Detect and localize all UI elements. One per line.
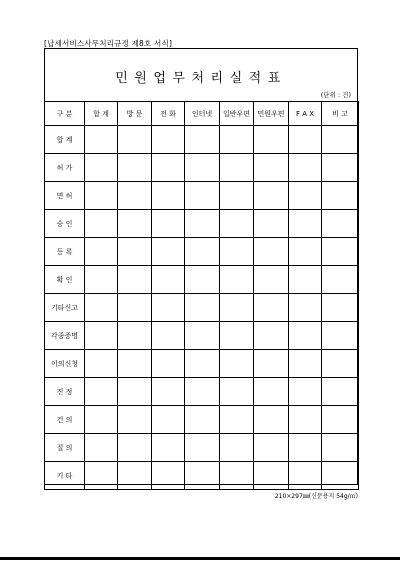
column-header: 비 고	[322, 102, 359, 126]
data-cell[interactable]	[254, 154, 289, 182]
data-cell[interactable]	[152, 126, 185, 154]
performance-table	[44, 101, 359, 490]
data-cell[interactable]	[85, 406, 118, 434]
column-header: 인터넷	[185, 102, 220, 126]
data-cell[interactable]	[152, 238, 185, 266]
row-label: 면 허	[45, 182, 85, 210]
row-label: 질 의	[45, 434, 85, 462]
data-cell[interactable]	[289, 182, 322, 210]
data-cell[interactable]	[289, 406, 322, 434]
data-cell[interactable]	[254, 126, 289, 154]
data-cell[interactable]	[220, 154, 254, 182]
data-cell[interactable]	[322, 378, 359, 406]
data-cell[interactable]	[254, 210, 289, 238]
data-cell[interactable]	[289, 294, 322, 322]
data-cell[interactable]	[152, 266, 185, 294]
data-cell[interactable]	[118, 406, 152, 434]
data-cell[interactable]	[220, 350, 254, 378]
data-cell[interactable]	[118, 434, 152, 462]
data-cell[interactable]	[152, 378, 185, 406]
data-cell[interactable]	[152, 462, 185, 490]
data-cell[interactable]	[254, 406, 289, 434]
data-cell[interactable]	[185, 238, 220, 266]
form-title: 민원업무처리실적표	[115, 71, 287, 86]
data-cell[interactable]	[322, 210, 359, 238]
data-cell[interactable]	[185, 210, 220, 238]
data-cell[interactable]	[185, 378, 220, 406]
data-cell[interactable]	[322, 182, 359, 210]
data-cell[interactable]	[185, 406, 220, 434]
row-label: 확 인	[45, 266, 85, 294]
data-cell[interactable]	[322, 350, 359, 378]
data-cell[interactable]	[152, 182, 185, 210]
row-label: 건 의	[45, 406, 85, 434]
row-label: 승 인	[45, 210, 85, 238]
data-cell[interactable]	[254, 294, 289, 322]
data-cell[interactable]	[118, 210, 152, 238]
data-cell[interactable]	[289, 462, 322, 490]
table-row	[45, 126, 359, 154]
data-cell[interactable]	[85, 126, 118, 154]
data-cell[interactable]	[118, 322, 152, 350]
table-row	[45, 210, 359, 238]
data-cell[interactable]	[185, 126, 220, 154]
column-header: 일반우편	[220, 102, 254, 126]
column-header: 구 분	[45, 102, 85, 126]
data-cell[interactable]	[118, 182, 152, 210]
data-cell[interactable]	[185, 462, 220, 490]
data-cell[interactable]	[289, 238, 322, 266]
table-row	[45, 378, 359, 406]
data-cell[interactable]	[322, 322, 359, 350]
table-row	[45, 322, 359, 350]
data-cell[interactable]	[152, 210, 185, 238]
data-cell[interactable]	[254, 182, 289, 210]
row-label: 각종증명	[45, 322, 85, 350]
data-cell[interactable]	[254, 238, 289, 266]
row-label: 합 계	[45, 126, 85, 154]
data-cell[interactable]	[185, 322, 220, 350]
table-row	[45, 462, 359, 490]
data-cell[interactable]	[289, 350, 322, 378]
data-cell[interactable]	[322, 294, 359, 322]
data-cell[interactable]	[220, 322, 254, 350]
table-row	[45, 238, 359, 266]
data-cell[interactable]	[289, 378, 322, 406]
table-row	[45, 294, 359, 322]
data-cell[interactable]	[289, 322, 322, 350]
table-row	[45, 434, 359, 462]
form-number-note: [납세서비스사무처리규정 제8호 서식]	[44, 39, 173, 48]
data-cell[interactable]	[220, 210, 254, 238]
data-cell[interactable]	[254, 434, 289, 462]
row-label: 허 가	[45, 154, 85, 182]
data-cell[interactable]	[152, 154, 185, 182]
data-cell[interactable]	[85, 266, 118, 294]
data-cell[interactable]	[220, 434, 254, 462]
data-cell[interactable]	[118, 462, 152, 490]
data-cell[interactable]	[152, 322, 185, 350]
data-cell[interactable]	[220, 182, 254, 210]
data-cell[interactable]	[118, 350, 152, 378]
column-header: 방 문	[118, 102, 152, 126]
table-row	[45, 350, 359, 378]
data-cell[interactable]	[220, 238, 254, 266]
data-cell[interactable]	[254, 462, 289, 490]
data-cell[interactable]	[322, 462, 359, 490]
data-cell[interactable]	[85, 378, 118, 406]
data-cell[interactable]	[152, 350, 185, 378]
table-row	[45, 154, 359, 182]
data-cell[interactable]	[185, 350, 220, 378]
data-cell[interactable]	[220, 406, 254, 434]
header-row	[45, 102, 359, 126]
row-label: 진 정	[45, 378, 85, 406]
column-header: 전 화	[152, 102, 185, 126]
data-cell[interactable]	[289, 434, 322, 462]
data-cell[interactable]	[289, 154, 322, 182]
data-cell[interactable]	[220, 294, 254, 322]
unit-note: (단위 : 건)	[320, 91, 351, 99]
data-cell[interactable]	[85, 434, 118, 462]
data-cell[interactable]	[118, 126, 152, 154]
data-cell[interactable]	[85, 294, 118, 322]
data-cell[interactable]	[220, 378, 254, 406]
data-cell[interactable]	[85, 350, 118, 378]
data-cell[interactable]	[85, 154, 118, 182]
data-cell[interactable]	[289, 266, 322, 294]
data-cell[interactable]	[322, 154, 359, 182]
data-cell[interactable]	[185, 154, 220, 182]
data-cell[interactable]	[254, 350, 289, 378]
data-cell[interactable]	[118, 238, 152, 266]
data-cell[interactable]	[220, 462, 254, 490]
data-cell[interactable]	[254, 378, 289, 406]
data-cell[interactable]	[118, 378, 152, 406]
table-row	[45, 182, 359, 210]
data-cell[interactable]	[220, 126, 254, 154]
data-cell[interactable]	[185, 434, 220, 462]
data-cell[interactable]	[185, 294, 220, 322]
data-cell[interactable]	[289, 210, 322, 238]
data-cell[interactable]	[152, 406, 185, 434]
data-cell[interactable]	[118, 294, 152, 322]
paper-spec-note: 210×297㎜(신문용지 54g/㎡)	[274, 493, 358, 500]
data-cell[interactable]	[118, 154, 152, 182]
data-cell[interactable]	[289, 126, 322, 154]
row-label: 기타신고	[45, 294, 85, 322]
data-cell[interactable]	[185, 266, 220, 294]
data-cell[interactable]	[322, 406, 359, 434]
data-cell[interactable]	[322, 238, 359, 266]
column-header: F A X	[289, 102, 322, 126]
table-row	[45, 406, 359, 434]
data-cell[interactable]	[152, 294, 185, 322]
row-label: 기 타	[45, 462, 85, 490]
column-header: 합 계	[85, 102, 118, 126]
column-header: 민원우편	[254, 102, 289, 126]
data-cell[interactable]	[254, 266, 289, 294]
data-cell[interactable]	[85, 238, 118, 266]
row-label: 이의신청	[45, 350, 85, 378]
data-cell[interactable]	[85, 322, 118, 350]
table-row	[45, 266, 359, 294]
data-cell[interactable]	[322, 434, 359, 462]
data-cell[interactable]	[322, 126, 359, 154]
data-cell[interactable]	[254, 322, 289, 350]
data-cell[interactable]	[118, 266, 152, 294]
bottom-rule	[0, 557, 400, 560]
data-cell[interactable]	[152, 434, 185, 462]
data-cell[interactable]	[220, 266, 254, 294]
data-cell[interactable]	[185, 182, 220, 210]
data-cell[interactable]	[322, 266, 359, 294]
data-cell[interactable]	[85, 182, 118, 210]
row-label: 등 록	[45, 238, 85, 266]
form-container	[44, 48, 358, 485]
data-cell[interactable]	[85, 462, 118, 490]
data-cell[interactable]	[85, 210, 118, 238]
